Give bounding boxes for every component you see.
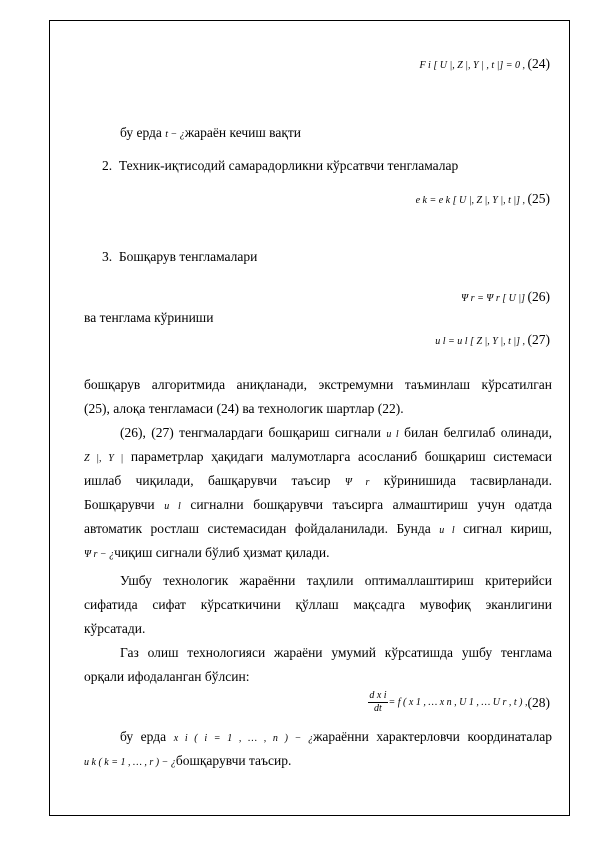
paragraph-2-line-6	[84, 541, 552, 567]
fraction-numerator: d x i	[369, 690, 387, 701]
equation-28-formula: = f ( x 1 , … x n , U 1 , … U r , t ) ,	[388, 696, 528, 708]
equation-24	[419, 52, 550, 78]
paragraph-3-line-1: Ушбу технологик жараённи таҳлили оптималлаштириш критерийси	[120, 573, 552, 588]
control-signal-symbol: u l	[439, 525, 455, 536]
equation-27-formula: u l = u l [ Z |, Y |, t |] ,	[435, 336, 528, 347]
last-paragraph-line-1	[120, 725, 552, 751]
list-item-2-text: Техник-иқтисодий самарадорликни кўрсатвчи тенгламалар	[118, 158, 459, 173]
control-signal-symbol: u l	[164, 501, 181, 512]
equation-25	[416, 187, 550, 213]
time-definition-text: жараён кечиш вақти	[184, 125, 301, 140]
time-variable: t − ¿	[165, 129, 185, 140]
list-item-3-text: Бошқарув тенгламалари	[118, 249, 258, 264]
text-run: параметрлар ҳақидаги малумотларга асосланиб бошқариш системаси	[130, 449, 553, 464]
equation-25-number: (25)	[527, 191, 550, 206]
parameters-symbol: Z |, Y |	[84, 453, 124, 464]
list-item-2	[102, 154, 458, 178]
fraction-denominator: dt	[374, 703, 382, 714]
last-paragraph-line-2	[84, 749, 552, 775]
equation-intro-line: ва тенглама кўриниши	[84, 310, 214, 325]
control-signal-symbol: u l	[386, 429, 399, 440]
paragraph-2-line-5	[84, 517, 552, 543]
control-action-symbol: Ψ r	[344, 477, 370, 488]
equation-27-number: (27)	[527, 332, 550, 347]
equation-28	[368, 690, 550, 715]
equation-26	[461, 285, 550, 311]
paragraph-1-line-1: бошқарув алгоритмида аниқланади, экстремумни таъминлаш кўрсатилган	[84, 377, 552, 392]
list-item-3-number: 3.	[102, 249, 113, 264]
time-definition-line	[120, 121, 301, 147]
text-run: чиқиш сигнали бўлиб ҳизмат қилади.	[114, 545, 330, 560]
coordinates-symbol: x i ( i = 1 , … , n ) − ¿	[173, 733, 314, 744]
equation-28-fraction	[368, 690, 387, 715]
text-run: сигнални бошқарувчи таъсирга алмаштириш учун одатда	[190, 497, 553, 512]
paragraph-1-line-2: (25), алоқа тенгламаси (24) ва технологик шартлар (22).	[84, 401, 404, 416]
output-signal-symbol: Ψ r − ¿	[84, 549, 115, 560]
equation-24-number: (24)	[527, 56, 550, 71]
paragraph-2-line-4	[84, 493, 552, 519]
paragraph-2-line-3	[84, 469, 552, 495]
text-run: ишлаб чиқилади, башқарувчи таъсир	[84, 473, 331, 488]
paragraph-2-line-2	[84, 445, 552, 471]
list-item-2-number: 2.	[102, 158, 113, 173]
equation-25-formula: e k = e k [ U |, Z |, Y |, t |] ,	[415, 195, 528, 206]
equation-26-number: (26)	[527, 289, 550, 304]
paragraph-4-line-1: Газ олиш технологияси жараёни умумий кўрсатишда ушбу тенглама	[120, 645, 552, 660]
text-run: бошқарувчи таъсир.	[175, 753, 292, 768]
text-run: кўринишида тасвирланади.	[383, 473, 553, 488]
text-run: автоматик ростлаш системасидан фойдаланилади. Бунда	[84, 521, 431, 536]
paragraph-2-line-1	[120, 421, 552, 447]
control-inputs-symbol: u k ( k = 1 , … , r ) − ¿	[84, 757, 176, 768]
paragraph-4-line-2: орқали ифодаланган бўлсин:	[84, 669, 250, 684]
list-item-3	[102, 245, 257, 269]
text-run: билан белгилаб олинади,	[404, 425, 553, 440]
paragraph-3-line-2: сифатида сифат кўрсаткичини қўллаш мақсадга мувофиқ эканлигини	[84, 597, 552, 612]
text-run: сигнал кириш,	[463, 521, 553, 536]
equation-26-formula: Ψ r = Ψ r [ U |]	[461, 293, 528, 304]
text-run: (26), (27) тенгмалардаги бошқариш сигнали	[120, 425, 381, 440]
text-run: жараённи характерловчи координаталар	[313, 729, 552, 744]
text-run: бу ерда	[120, 729, 167, 744]
equation-27	[435, 328, 550, 354]
equation-24-formula: F i [ U |, Z |, Y | , t |] = 0 ,	[419, 60, 528, 71]
time-definition-prefix: бу ерда	[120, 125, 166, 140]
equation-28-number: (28)	[527, 694, 550, 710]
text-run: Бошқарувчи	[84, 497, 155, 512]
paragraph-3-line-3: кўрсатади.	[84, 621, 146, 636]
